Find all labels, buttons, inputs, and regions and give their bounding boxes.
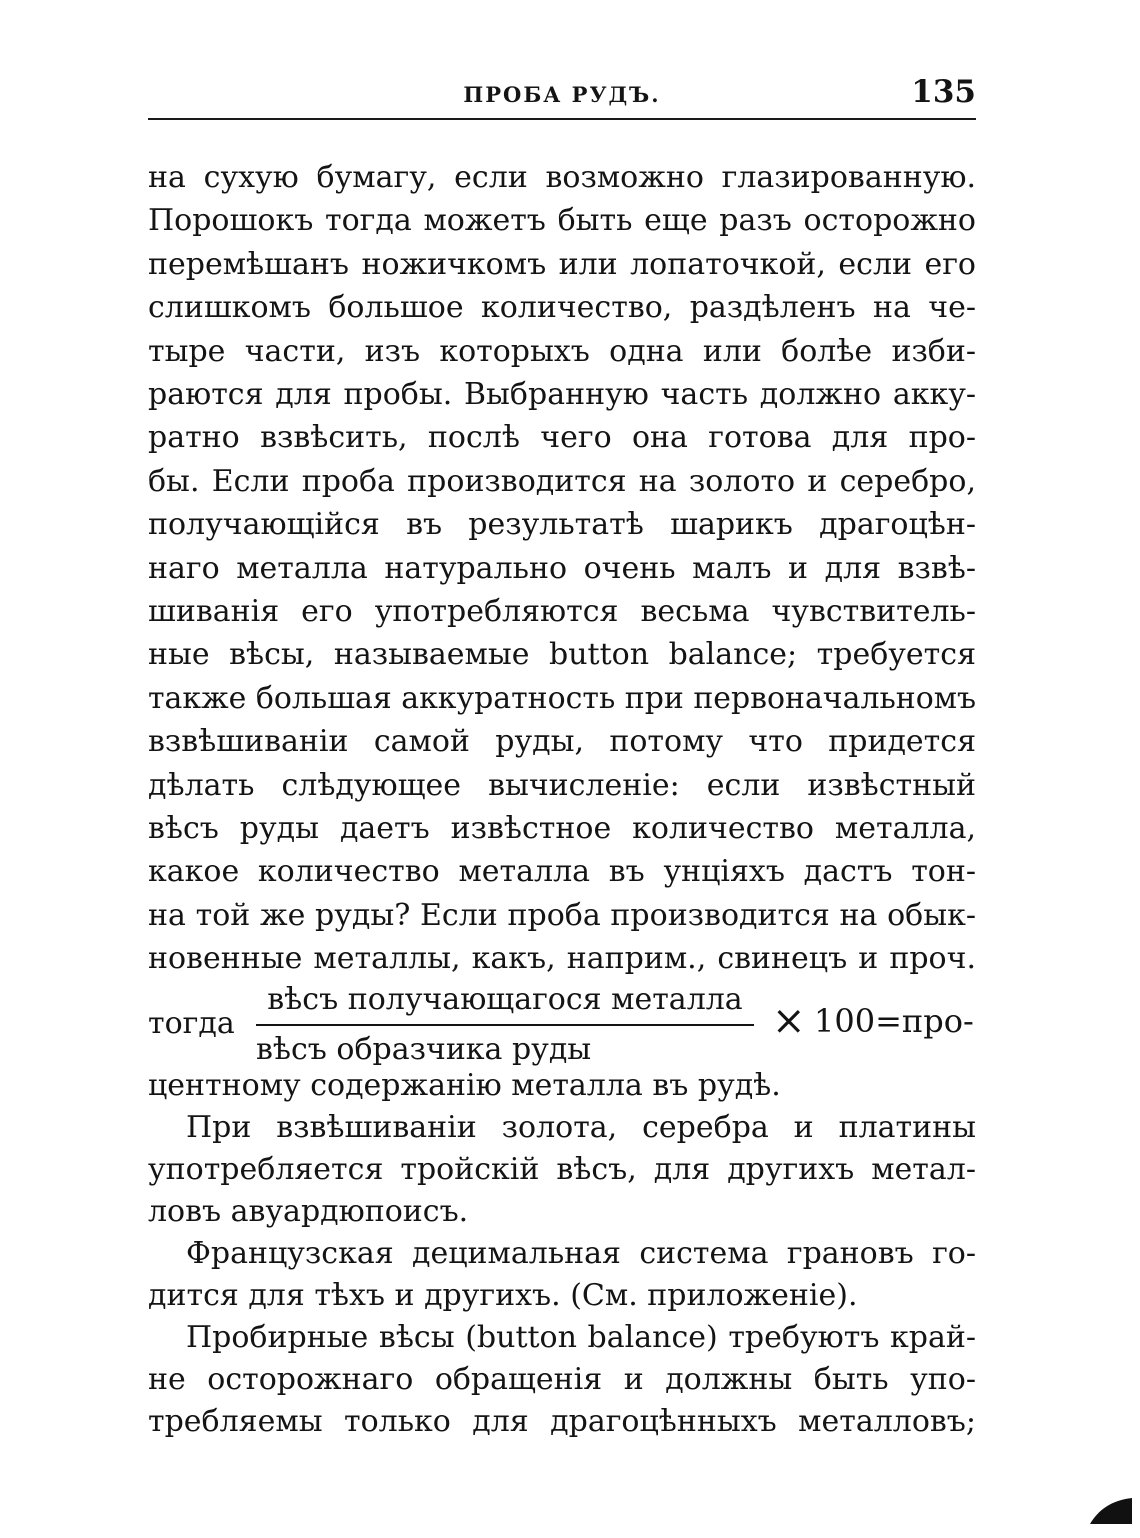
text-line: раются для пробы. Выбранную часть должно акку- — [148, 377, 976, 412]
page-number: 135 — [911, 74, 976, 110]
text-line: шиванія его употребляются весьма чувствитель- — [148, 594, 976, 629]
text-line: дѣлать слѣдующее вычисленіе: если извѣстный — [148, 768, 976, 803]
text-line: бы. Если проба производится на золото и серебро, — [148, 464, 976, 499]
header-rule — [148, 118, 976, 120]
running-title: ПРОБА РУДЪ. — [463, 82, 661, 107]
text-line: ловъ авуардюпоисъ. — [148, 1194, 469, 1229]
paragraph-first-line: При взвѣшиваніи золота, серебра и платины — [186, 1110, 976, 1145]
text-line: ные вѣсы, называемые button balance; требуется — [148, 637, 976, 672]
running-head — [148, 74, 976, 118]
formula-suffix: 100=про- — [814, 1002, 974, 1040]
text-line: перемѣшанъ ножичкомъ или лопаточкой, если его — [148, 247, 976, 282]
text-line: Порошокъ тогда можетъ быть еще разъ осторожно — [148, 203, 976, 238]
text-line: дится для тѣхъ и другихъ. (См. приложеніе). — [148, 1278, 858, 1313]
paragraph-first-line: Французская децимальная система грановъ го- — [186, 1236, 976, 1271]
text-line: взвѣшиваніи самой руды, потому что придется — [148, 724, 976, 759]
formula-prefix: тогда — [148, 1006, 235, 1041]
paragraph-first-line: Пробирные вѣсы (button balance) требуютъ край- — [186, 1320, 976, 1355]
text-line: центному содержанію металла въ рудѣ. — [148, 1068, 781, 1103]
text-line: слишкомъ большое количество, раздѣленъ на че- — [148, 290, 976, 325]
text-line: на той же руды? Если проба производится на обык- — [148, 898, 976, 933]
text-line: какое количество металла въ унціяхъ дастъ тон- — [148, 854, 976, 889]
page-corner-mark — [1088, 1496, 1134, 1526]
formula-denominator: вѣсъ образчика руды — [256, 1032, 592, 1067]
text-line: употребляется тройскій вѣсъ, для другихъ метал- — [148, 1152, 976, 1187]
text-line: ратно взвѣсить, послѣ чего она готова для про- — [148, 420, 976, 455]
text-line: тыре части, изъ которыхъ одна или болѣе изби- — [148, 334, 976, 369]
formula-numerator: вѣсъ получающагося металла — [267, 982, 743, 1017]
text-line: наго металла натурально очень малъ и для взвѣ- — [148, 551, 976, 586]
text-line: также большая аккуратность при первоначальномъ — [148, 681, 977, 716]
text-line: вѣсъ руды даетъ извѣстное количество металла, — [148, 811, 976, 846]
fraction-bar — [256, 1024, 754, 1026]
text-line: получающійся въ результатѣ шарикъ драгоцѣн- — [148, 507, 976, 542]
text-line: требляемы только для драгоцѣнныхъ металловъ; — [148, 1404, 976, 1439]
text-line: не осторожнаго обращенія и должны быть упо- — [148, 1362, 976, 1397]
multiply-sign: × — [772, 998, 806, 1044]
text-line: на сухую бумагу, если возможно глазированную. — [148, 160, 976, 195]
text-line: новенные металлы, какъ, наприм., свинецъ и проч. — [148, 941, 976, 976]
